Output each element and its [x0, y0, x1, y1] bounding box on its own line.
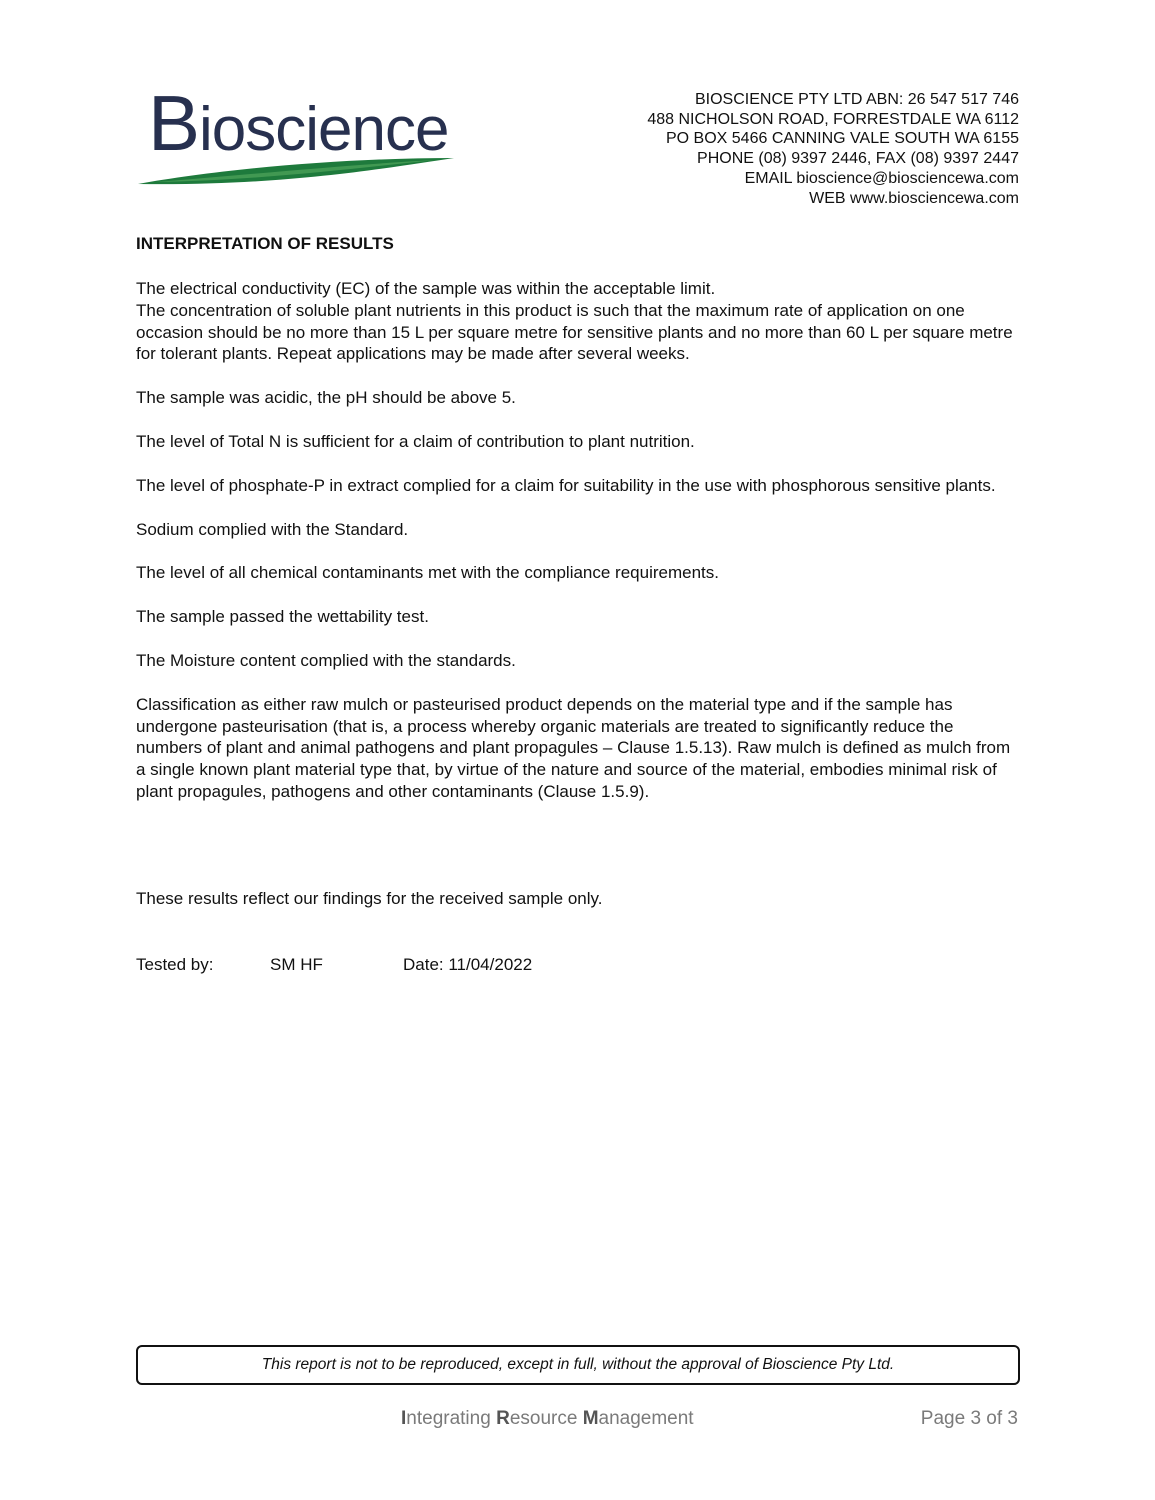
- nutrient-statement: The concentration of soluble plant nutrients in this product is such that the maximum rate of application on one occasion should be no more than 15 L per square metre for sensitive plants and no more than 60 L per square metre for tolerant plants. Repeat applications may be made after several weeks.: [136, 300, 1013, 364]
- footer-tagline: [401, 1408, 694, 1430]
- logo-initial: B: [148, 79, 200, 167]
- section-heading: INTERPRETATION OF RESULTS: [136, 234, 394, 253]
- contaminants-statement: The level of all chemical contaminants met with the compliance requirements.: [136, 563, 719, 583]
- company-address-block: [647, 90, 1019, 208]
- tagline-initial-i: I: [401, 1408, 407, 1429]
- results-body: [136, 278, 1020, 825]
- page-number: Page 3 of 3: [920, 1408, 1018, 1429]
- company-street: 488 NICHOLSON ROAD, FORRESTDALE WA 6112: [647, 110, 1019, 128]
- test-date: Date: 11/04/2022: [403, 955, 533, 974]
- company-email: EMAIL bioscience@biosciencewa.com: [744, 169, 1019, 187]
- sodium-statement: Sodium complied with the Standard.: [136, 519, 409, 539]
- company-phone: PHONE (08) 9397 2446, FAX (08) 9397 2447: [697, 150, 1019, 168]
- tagline-rest-1: ntegrating: [406, 1408, 497, 1429]
- tagline-rest-2: esource: [509, 1408, 583, 1429]
- nitrogen-statement: The level of Total N is sufficient for a claim of contribution to plant nutrition.: [136, 431, 695, 451]
- bioscience-logo: [136, 79, 456, 199]
- company-abn: BIOSCIENCE PTY LTD ABN: 26 547 517 746: [694, 91, 1019, 108]
- logo-rest: ioscience: [199, 95, 449, 164]
- wettability-statement: The sample passed the wettability test.: [136, 607, 429, 627]
- company-po-box: PO BOX 5466 CANNING VALE SOUTH WA 6155: [665, 130, 1019, 148]
- tested-by-value: SM HF: [270, 955, 323, 974]
- classification-statement: Classification as either raw mulch or pasteurised product depends on the material type and if the sample has undergone pasteurisation (that is, a process whereby organic materials are treated to significantly reduce the numbers of plant and animal pathogens and plant propagules – Clause 1.5.13). Raw mulch is defined as mulch from a single known plant material type that, by virtue of the nature and source of the material, embodies minimal risk of plant propagules, pathogens and other contaminants (Clause 1.5.9).: [136, 694, 1011, 801]
- reproduction-notice: This report is not to be reproduced, except in full, without the approval of Bioscience Pty Ltd.: [136, 1345, 1020, 1385]
- conclusion-statement: These results reflect our findings for the received sample only.: [136, 889, 603, 908]
- phosphate-statement: The level of phosphate-P in extract complied for a claim for suitability in the use with phosphorous sensitive plants.: [136, 475, 996, 495]
- ph-statement: The sample was acidic, the pH should be above 5.: [136, 388, 516, 408]
- tagline-initial-r: R: [496, 1408, 510, 1429]
- company-web: WEB www.biosciencewa.com: [809, 189, 1019, 207]
- moisture-statement: The Moisture content complied with the standards.: [136, 650, 516, 670]
- leaf-swoosh-icon: [136, 150, 456, 200]
- tagline-rest-3: anagement: [598, 1408, 694, 1429]
- tagline-initial-m: M: [582, 1408, 599, 1429]
- tested-by-label: Tested by:: [136, 955, 214, 974]
- ec-statement: The electrical conductivity (EC) of the sample was within the acceptable limit.: [136, 279, 716, 298]
